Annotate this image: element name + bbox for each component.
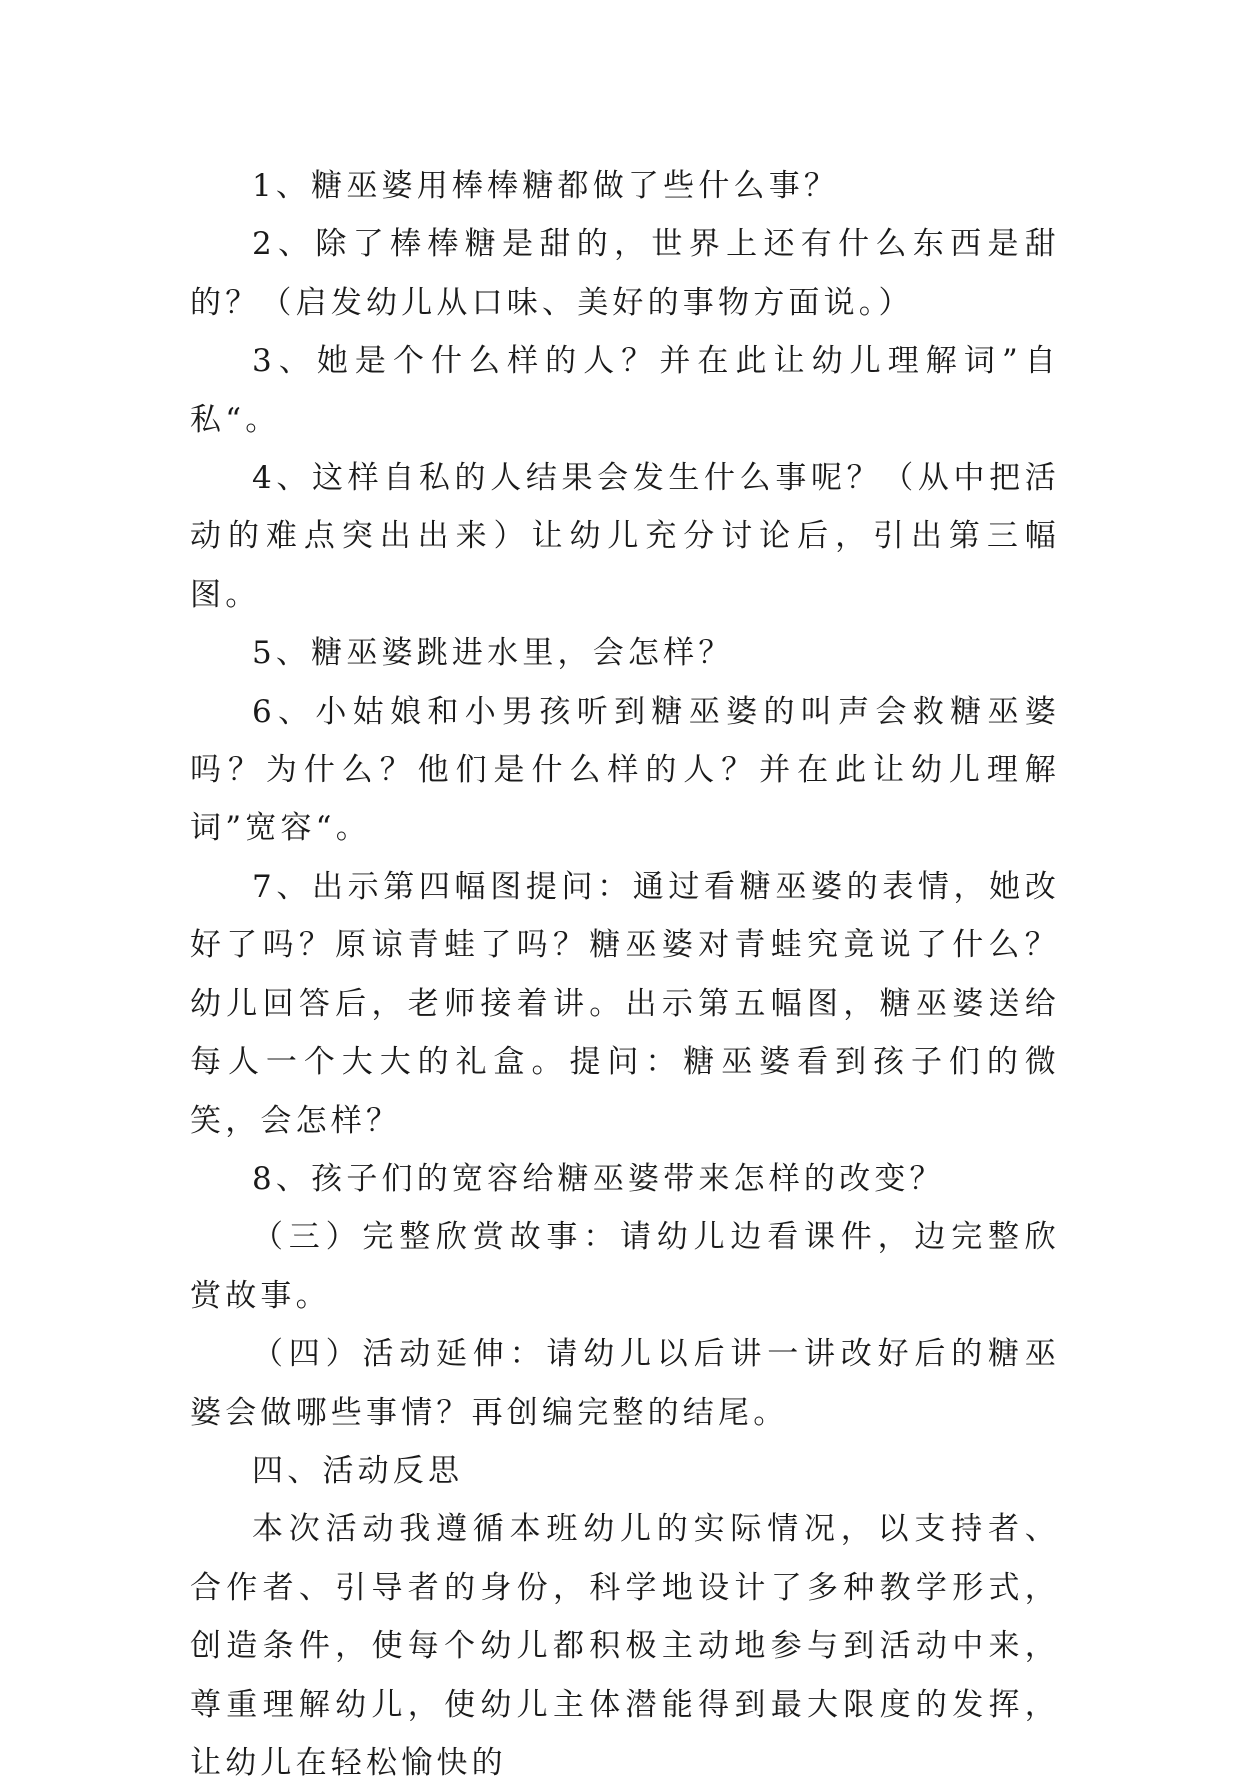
- question-2: 2、除了棒棒糖是甜的，世界上还有什么东西是甜的？（启发幼儿从口味、美好的事物方面说。）: [190, 226, 1060, 321]
- body-text: [190, 157, 1060, 1792]
- question-3: 3、她是个什么样的人？并在此让幼儿理解词”自私“。: [190, 343, 1060, 438]
- question-7: 7、出示第四幅图提问：通过看糖巫婆的表情，她改好了吗？原谅青蛙了吗？糖巫婆对青蛙究竟说了什么？幼儿回答后，老师接着讲。出示第五幅图，糖巫婆送给每人一个大大的礼盒。提问：糖巫婆看到孩子们的微笑，会怎样？: [190, 868, 1060, 1139]
- section-story-appreciation: （三）完整欣赏故事：请幼儿边看课件，边完整欣赏故事。: [190, 1219, 1060, 1314]
- question-8: 8、孩子们的宽容给糖巫婆带来怎样的改变？: [252, 1160, 945, 1197]
- section-activity-extension: （四）活动延伸：请幼儿以后讲一讲改好后的糖巫婆会做哪些事情？再创编完整的结尾。: [190, 1336, 1060, 1431]
- reflection-paragraph: 本次活动我遵循本班幼儿的实际情况，以支持者、合作者、引导者的身份，科学地设计了多种教学形式，创造条件，使每个幼儿都积极主动地参与到活动中来，尊重理解幼儿，使幼儿主体潜能得到最大限度的发挥，让幼儿在轻松愉快的: [190, 1511, 1060, 1781]
- question-4: 4、这样自私的人结果会发生什么事呢？（从中把活动的难点突出出来）让幼儿充分讨论后，引出第三幅图。: [190, 460, 1060, 613]
- heading-activity-reflection: 四、活动反思: [252, 1452, 464, 1489]
- question-1: 1、糖巫婆用棒棒糖都做了些什么事？: [252, 168, 840, 204]
- question-5: 5、糖巫婆跳进水里，会怎样？: [252, 635, 734, 672]
- question-6: 6、小姑娘和小男孩听到糖巫婆的叫声会救糖巫婆吗？为什么？他们是什么样的人？并在此让幼儿理解词”宽容“。: [190, 693, 1060, 847]
